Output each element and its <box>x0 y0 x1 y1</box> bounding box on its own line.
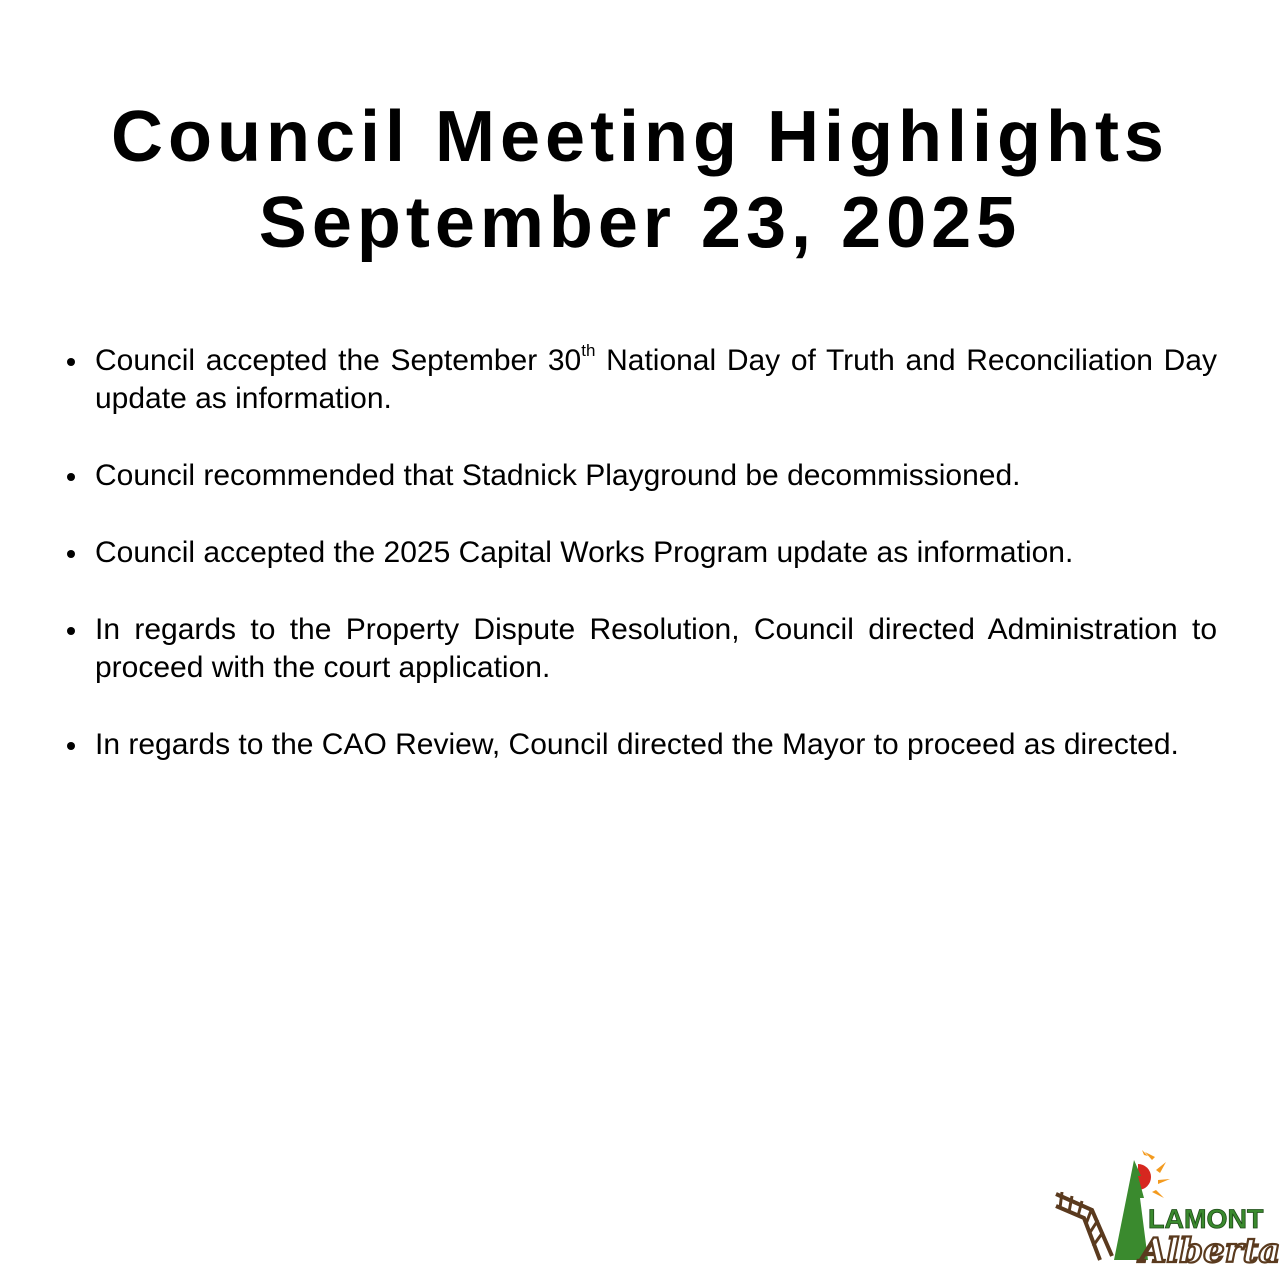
highlight-item: Council accepted the 2025 Capital Works Program update as information. <box>95 534 1217 572</box>
page-title <box>0 94 1280 266</box>
highlight-item: In regards to the CAO Review, Council directed the Mayor to proceed as directed. <box>95 726 1217 764</box>
sun-icon <box>1138 1150 1170 1198</box>
highlight-item: Council recommended that Stadnick Playground be decommissioned. <box>95 457 1217 495</box>
railway-icon <box>1056 1192 1112 1260</box>
highlight-item: Council accepted the September 30th National Day of Truth and Reconciliation Day update as information. <box>95 342 1217 418</box>
highlights-list <box>95 342 1217 803</box>
title-line-1: Council Meeting Highlights <box>111 97 1169 177</box>
logo-lamont-text: LAMONT <box>1148 1204 1264 1234</box>
lamont-alberta-logo <box>1052 1152 1280 1274</box>
logo-alberta-text: Alberta <box>1140 1231 1280 1271</box>
highlight-item: In regards to the Property Dispute Resolution, Council directed Administration to proceed with the court application. <box>95 611 1217 687</box>
title-line-2: September 23, 2025 <box>258 183 1022 263</box>
